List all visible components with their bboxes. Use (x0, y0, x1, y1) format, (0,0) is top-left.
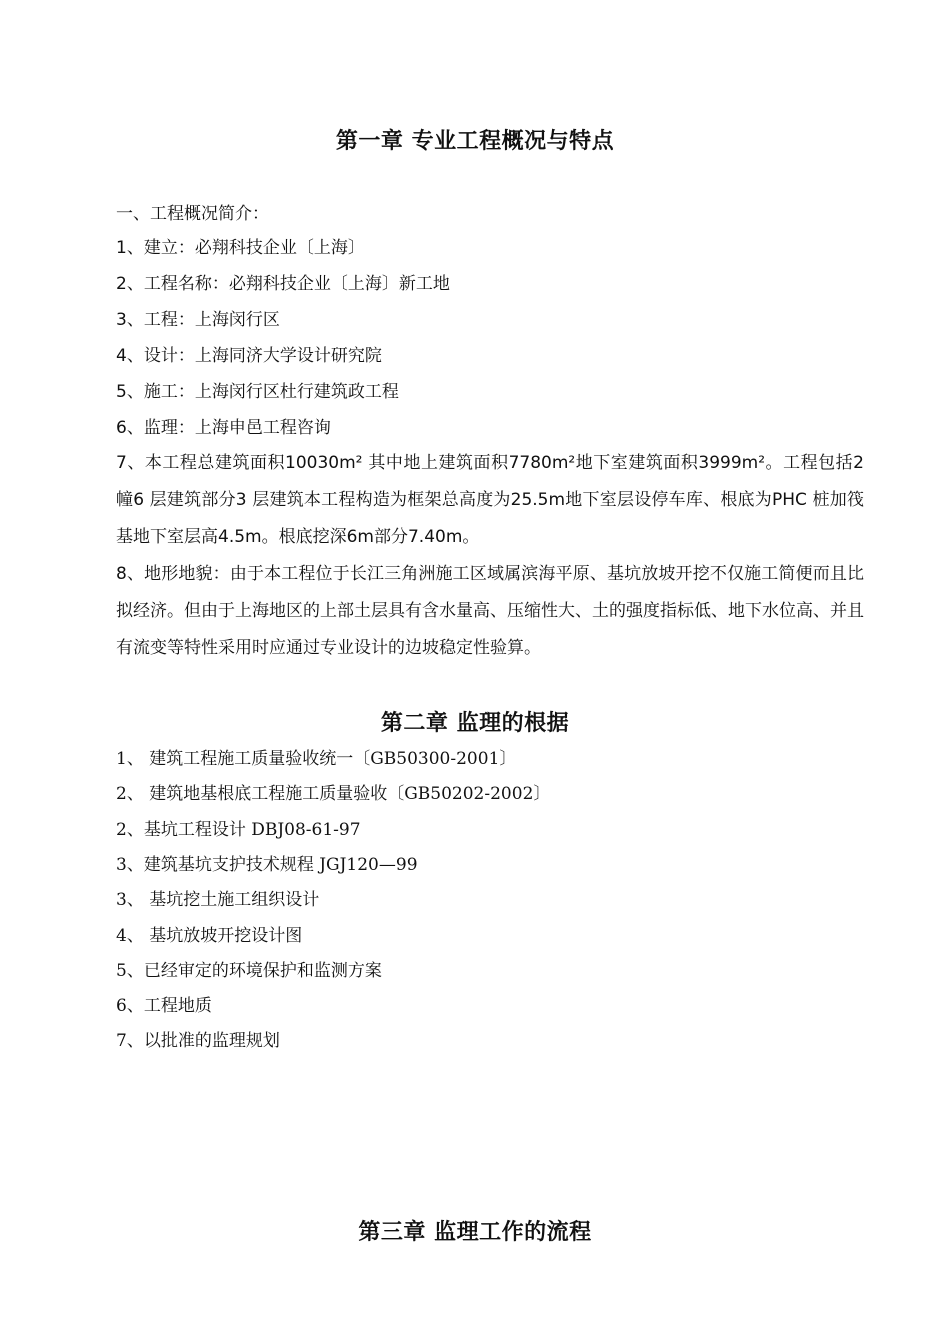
chapter-1-title: 第一章 专业工程概况与特点 (335, 129, 615, 154)
overview-item-6: 6、监理：上海申邑工程咨询 (116, 418, 331, 438)
overview-item-4: 4、设计：上海同济大学设计研究院 (116, 346, 382, 366)
basis-item-7: 5、已经审定的环境保护和监测方案 (116, 961, 382, 981)
overview-item-1: 1、建立：必翔科技企业〔上海〕 (116, 238, 365, 258)
basis-item-2: 2、 建筑地基根底工程施工质量验收〔GB50202-2002〕 (116, 784, 551, 804)
basis-item-9: 7、以批准的监理规划 (116, 1031, 280, 1051)
basis-item-5: 3、 基坑挖土施工组织设计 (116, 890, 320, 910)
overview-item-2: 2、工程名称：必翔科技企业〔上海〕新工地 (116, 274, 450, 294)
chapter-3-title: 第三章 监理工作的流程 (358, 1220, 592, 1245)
overview-item-8: 8、地形地貌：由于本工程位于长江三角洲施工区域属滨海平原、基坑放坡开挖不仅施工简便而且比拟经济。但由于上海地区的上部土层具有含水量高、压缩性大、土的强度指标低、地下水位高、并且有流变等特性采用时应通过专业设计的边坡稳定性验算。 (116, 564, 864, 658)
basis-item-4: 3、建筑基坑支护技术规程 JGJ120—99 (116, 855, 418, 875)
basis-item-6: 4、 基坑放坡开挖设计图 (116, 926, 303, 946)
basis-item-8: 6、工程地质 (116, 996, 212, 1016)
overview-item-7: 7、本工程总建筑面积10030m² 其中地上建筑面积7780m²地下室建筑面积3999m²。工程包括2 幢6 层建筑部分3 层建筑本工程构造为框架总高度为25.5m地下室层设停车库、根底为PHC 桩加筏基地下室层高4.5m。根底挖深6m部分7.40m。 (116, 453, 864, 547)
overview-item-5: 5、施工：上海闵行区杜行建筑政工程 (116, 382, 399, 402)
overview-item-3: 3、工程：上海闵行区 (116, 310, 280, 330)
basis-item-3: 2、基坑工程设计 DBJ08-61-97 (116, 820, 361, 840)
overview-intro: 一、工程概况简介： (116, 204, 269, 224)
basis-item-1: 1、 建筑工程施工质量验收统一〔GB50300-2001〕 (116, 749, 517, 769)
chapter-2-title: 第二章 监理的根据 (380, 711, 570, 736)
